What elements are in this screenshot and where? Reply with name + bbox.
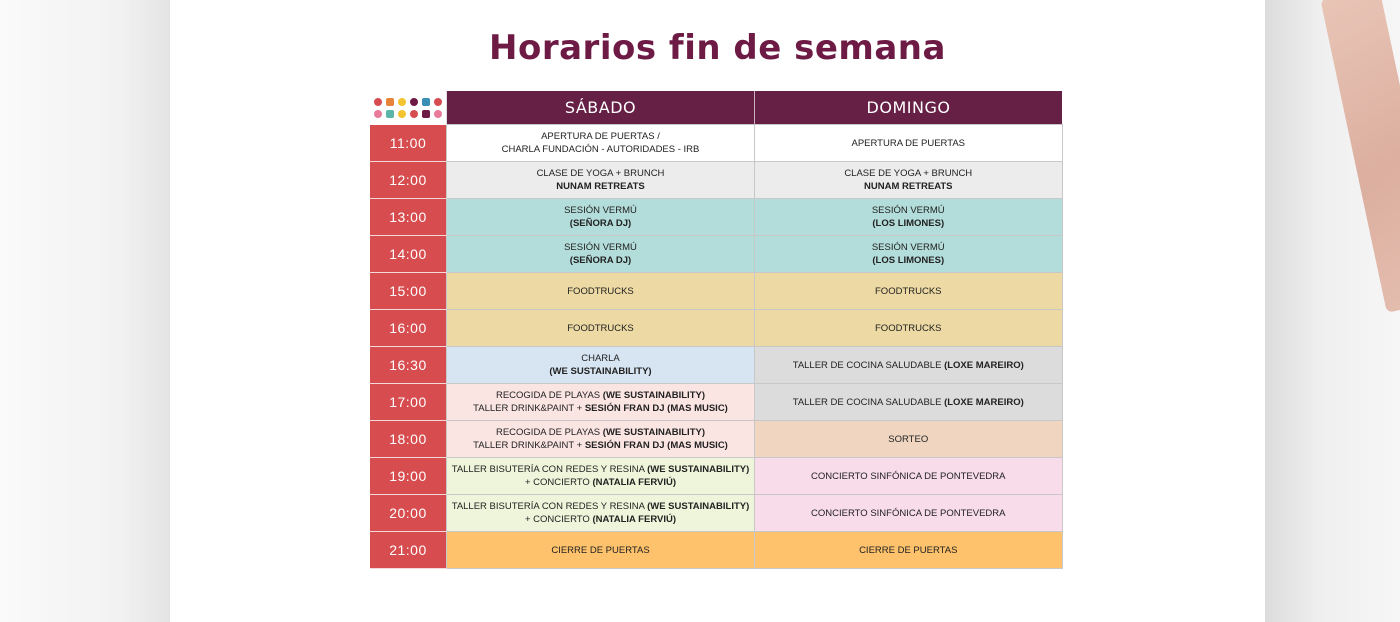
logo-cell	[370, 91, 447, 125]
activity-host-text: (SEÑORA DJ)	[569, 255, 632, 266]
activity-host-text: (LOXE MAREIRO)	[944, 359, 1024, 371]
schedule-body	[370, 125, 1062, 569]
logo-dot-icon	[386, 98, 394, 106]
activity-text: CONCIERTO SINFÓNICA DE PONTEVEDRA	[811, 507, 1006, 519]
sunday-activity-cell	[755, 421, 1063, 458]
activity-text: TALLER DE COCINA SALUDABLE	[792, 359, 945, 371]
schedule-table	[370, 91, 1063, 569]
activity-text: SESIÓN VERMÚ	[564, 242, 637, 253]
activity-host-text: (LOXE MAREIRO)	[944, 396, 1024, 408]
activity-text: TALLER DRINK&PAINT +	[473, 403, 585, 414]
decorative-paint-stroke	[1320, 0, 1400, 313]
activity-text: APERTURA DE PUERTAS	[851, 137, 965, 149]
schedule-row	[370, 532, 1062, 569]
activity-host-text: (NATALIA FERVIÚ)	[592, 514, 677, 525]
activity-text: FOODTRUCKS	[567, 322, 634, 334]
saturday-activity-cell	[447, 421, 755, 458]
activity-text: FOODTRUCKS	[567, 285, 634, 297]
schedule-row	[370, 421, 1062, 458]
schedule-row	[370, 495, 1062, 532]
saturday-activity-cell	[447, 458, 755, 495]
time-cell: 13:00	[370, 199, 447, 236]
day-header-sunday: DOMINGO	[755, 91, 1063, 125]
activity-text: TALLER BISUTERÍA CON REDES Y RESINA	[451, 501, 648, 512]
activity-text: TALLER DRINK&PAINT +	[473, 440, 585, 451]
day-header-saturday: SÁBADO	[447, 91, 755, 125]
content-card	[170, 0, 1265, 622]
schedule-row	[370, 162, 1062, 199]
activity-host-text: (WE SUSTAINABILITY)	[647, 464, 750, 475]
activity-text: FOODTRUCKS	[875, 285, 942, 297]
sunday-activity-cell	[755, 458, 1063, 495]
activity-text: CHARLA	[581, 353, 620, 364]
time-cell: 19:00	[370, 458, 447, 495]
activity-host-text: (SEÑORA DJ)	[569, 218, 632, 229]
saturday-activity-cell	[447, 532, 755, 569]
sunday-activity-cell	[755, 384, 1063, 421]
saturday-activity-cell	[447, 273, 755, 310]
time-cell: 11:00	[370, 125, 447, 162]
activity-text: APERTURA DE PUERTAS /	[541, 131, 660, 142]
logo-dot-icon	[422, 98, 430, 106]
page-title: Horarios fin de semana	[489, 28, 946, 68]
time-cell: 18:00	[370, 421, 447, 458]
activity-host-text: NUNAM RETREATS	[556, 181, 645, 192]
activity-host-text: (WE SUSTAINABILITY)	[602, 427, 706, 438]
activity-host-text: (WE SUSTAINABILITY)	[647, 501, 750, 512]
saturday-activity-cell	[447, 199, 755, 236]
activity-host-text: (WE SUSTAINABILITY)	[602, 390, 706, 401]
sunday-activity-cell	[755, 236, 1063, 273]
sunday-activity-cell	[755, 273, 1063, 310]
logo-dot-icon	[434, 110, 442, 118]
saturday-activity-cell	[447, 236, 755, 273]
logo-dot-icon	[434, 98, 442, 106]
sunday-activity-cell	[755, 495, 1063, 532]
logo-dot-icon	[398, 110, 406, 118]
activity-text: TALLER DE COCINA SALUDABLE	[792, 396, 945, 408]
activity-text: SESIÓN VERMÚ	[564, 205, 637, 216]
festival-logo-icon	[370, 97, 446, 119]
logo-dot-icon	[398, 98, 406, 106]
activity-host-text: NUNAM RETREATS	[864, 181, 953, 192]
time-cell: 16:00	[370, 310, 447, 347]
activity-text: + CONCIERTO	[524, 477, 593, 488]
activity-text: SESIÓN VERMÚ	[871, 242, 945, 253]
logo-dot-icon	[374, 98, 382, 106]
sunday-activity-cell	[755, 532, 1063, 569]
activity-text: TALLER BISUTERÍA CON REDES Y RESINA	[451, 464, 648, 475]
schedule-row	[370, 458, 1062, 495]
logo-dot-icon	[374, 110, 382, 118]
schedule-row	[370, 347, 1062, 384]
saturday-activity-cell	[447, 125, 755, 162]
time-cell: 21:00	[370, 532, 447, 569]
sunday-activity-cell	[755, 310, 1063, 347]
activity-text: CLASE DE YOGA + BRUNCH	[536, 168, 665, 179]
activity-text: RECOGIDA DE PLAYAS	[495, 427, 603, 438]
saturday-activity-cell	[447, 347, 755, 384]
activity-text: RECOGIDA DE PLAYAS	[495, 390, 603, 401]
activity-text: + CONCIERTO	[524, 514, 593, 525]
time-cell: 12:00	[370, 162, 447, 199]
activity-host-text: SESIÓN FRAN DJ (MAS MUSIC)	[584, 403, 728, 414]
sunday-activity-cell	[755, 347, 1063, 384]
schedule-row	[370, 384, 1062, 421]
schedule-row	[370, 310, 1062, 347]
activity-text: CLASE DE YOGA + BRUNCH	[844, 168, 973, 179]
time-cell: 17:00	[370, 384, 447, 421]
saturday-activity-cell	[447, 384, 755, 421]
saturday-activity-cell	[447, 310, 755, 347]
activity-text: SORTEO	[888, 433, 929, 445]
logo-dot-icon	[410, 98, 418, 106]
time-cell: 14:00	[370, 236, 447, 273]
sunday-activity-cell	[755, 125, 1063, 162]
activity-host-text: SESIÓN FRAN DJ (MAS MUSIC)	[584, 440, 728, 451]
schedule-row	[370, 236, 1062, 273]
sunday-activity-cell	[755, 199, 1063, 236]
time-cell: 20:00	[370, 495, 447, 532]
logo-dot-icon	[410, 110, 418, 118]
page-background-right	[1265, 0, 1400, 622]
schedule-row	[370, 273, 1062, 310]
activity-text: FOODTRUCKS	[875, 322, 942, 334]
schedule-header-row	[370, 91, 1062, 125]
time-cell: 15:00	[370, 273, 447, 310]
activity-host-text: (LOS LIMONES)	[872, 255, 945, 266]
activity-text: CHARLA FUNDACIÓN - AUTORIDADES - IRB	[501, 144, 700, 155]
logo-dot-icon	[422, 110, 430, 118]
activity-text: SESIÓN VERMÚ	[871, 205, 945, 216]
schedule-row	[370, 125, 1062, 162]
time-cell: 16:30	[370, 347, 447, 384]
activity-host-text: (NATALIA FERVIÚ)	[592, 477, 677, 488]
activity-text: CIERRE DE PUERTAS	[551, 544, 650, 556]
sunday-activity-cell	[755, 162, 1063, 199]
activity-host-text: (WE SUSTAINABILITY)	[549, 366, 652, 377]
logo-dot-icon	[386, 110, 394, 118]
saturday-activity-cell	[447, 162, 755, 199]
activity-host-text: (LOS LIMONES)	[872, 218, 945, 229]
activity-text: CIERRE DE PUERTAS	[859, 544, 958, 556]
saturday-activity-cell	[447, 495, 755, 532]
activity-text: CONCIERTO SINFÓNICA DE PONTEVEDRA	[811, 470, 1006, 482]
page-background-left	[0, 0, 170, 622]
schedule-row	[370, 199, 1062, 236]
